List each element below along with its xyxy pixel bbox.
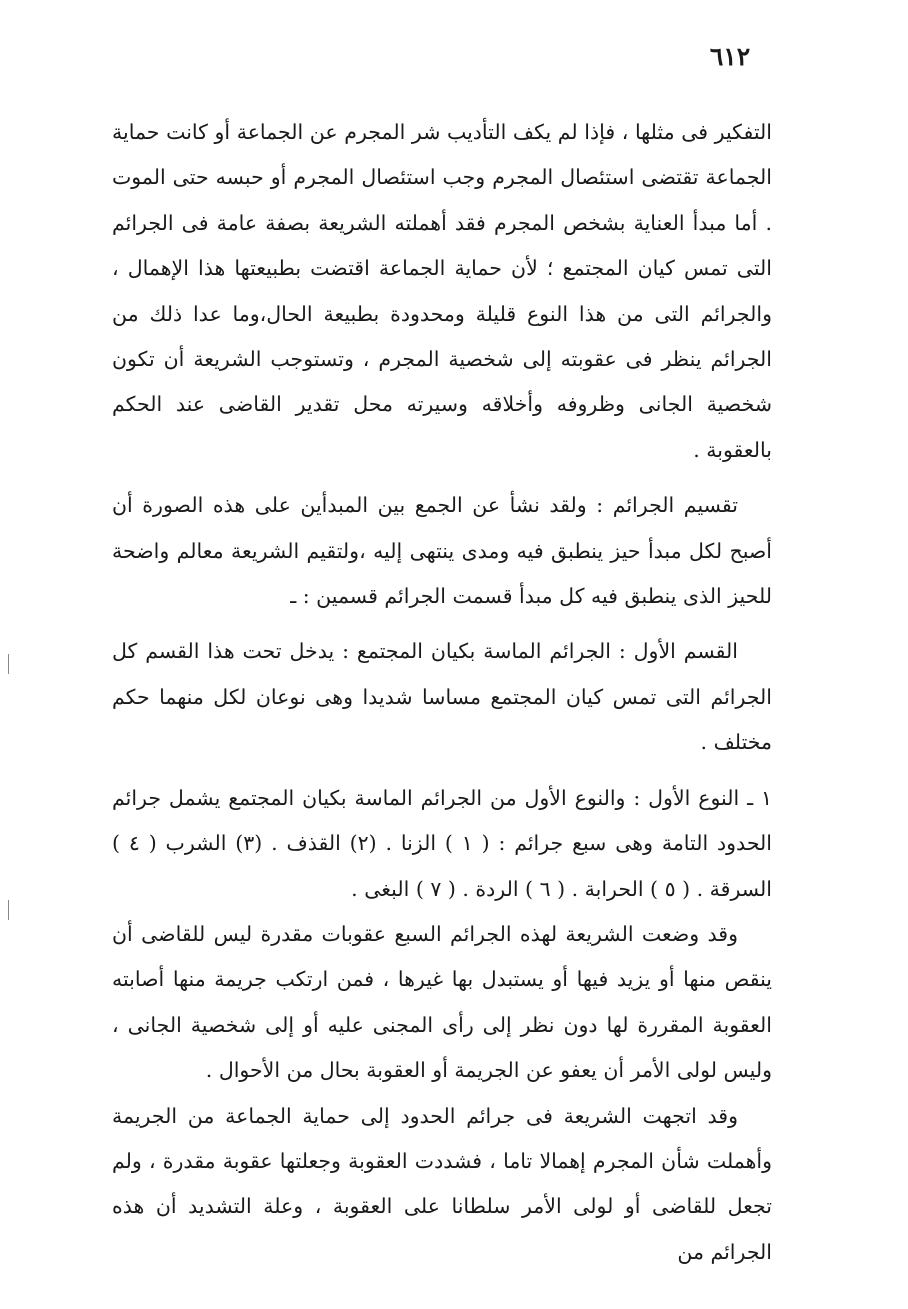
paragraph-1: التفكير فى مثلها ، فإذا لم يكف التأديب شر المجرم عن الجماعة أو كانت حماية الجماعة تقتضى استئصال المجرم وجب استئصال المجرم أو حبسه حتى الموت . أما مبدأ العناية بشخص المجرم فقد أهملته الشريعة بصفة عامة فى الجرائم التى تمس كيان المجتمع ؛ لأن حماية الجماعة اقتضت بطبيعتها هذا الإهمال ، والجرائم التى من هذا النوع قليلة ومحدودة بطبيعة الحال،وما عدا ذلك من الجرائم ينظر فى عقوبته إلى شخصية المجرم ، وتستوجب الشريعة أن تكون شخصية الجانى وظروفه وأخلاقه وسيرته محل تقدير القاضى عند الحكم بالعقوبة . <box>112 120 772 462</box>
paragraph-4: ١ ـ النوع الأول : والنوع الأول من الجرائم الماسة بكيان المجتمع يشمل جرائم الحدود التامة وهى سبع جرائم : ( ١ ) الزنا . (٢) القذف . (٣) الشرب ( ٤ ) السرقة . ( ٥ ) الحرابة . ( ٦ ) الردة . ( ٧ ) البغى . <box>112 785 772 901</box>
paragraph-5: وقد وضعت الشريعة لهذه الجرائم السبع عقوبات مقدرة ليس للقاضى أن ينقص منها أو يزيد فيها أو يستبدل بها غيرها ، فمن ارتكب جريمة منها أصابته العقوبة المقررة لها دون نظر إلى رأى المجنى عليه أو إلى شخصية الجانى ، وليس لولى الأمر أن يعفو عن الجريمة أو العقوبة بحال من الأحوال . <box>112 921 772 1083</box>
page-body <box>112 110 772 1275</box>
paragraph-2: تقسيم الجرائم : ولقد نشأ عن الجمع بين المبدأين على هذه الصورة أن أصبح لكل مبدأ حيز ينطبق فيه ومدى ينتهى إليه ،ولتقيم الشريعة معالم واضحة للحيز الذى ينطبق فيه كل مبدأ قسمت الجرائم قسمين : ـ <box>112 493 772 609</box>
paragraph-3: القسم الأول : الجرائم الماسة بكيان المجتمع : يدخل تحت هذا القسم كل الجرائم التى تمس كيان المجتمع مساسا شديدا وهى نوعان لكل منهما حكم مختلف . <box>112 639 772 755</box>
paragraph-6: وقد اتجهت الشريعة فى جرائم الحدود إلى حماية الجماعة من الجريمة وأهملت شأن المجرم إهمالا تاما ، فشددت العقوبة وجعلتها عقوبة مقدرة ، ولم تجعل للقاضى أو لولى الأمر سلطانا على العقوبة ، وعلة التشديد أن هذه الجرائم من <box>112 1103 772 1264</box>
margin-tick <box>8 900 9 920</box>
page-number: ٦١٢ <box>709 42 751 71</box>
margin-tick <box>8 654 9 674</box>
